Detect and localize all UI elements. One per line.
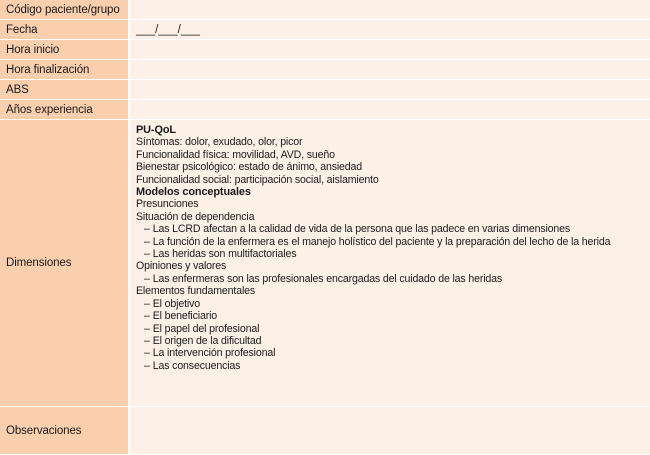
label-hora-finalizacion: Hora finalización [0,60,128,80]
row-codigo [0,0,650,20]
row-abs [0,80,650,100]
dash: – [144,347,150,360]
item-text: Las consecuencias [152,359,241,372]
dash: – [144,248,150,261]
row-anos-experiencia [0,100,650,120]
row-dimensiones [0,120,650,407]
item-text: Las enfermeras son las profesionales encargadas del cuidado de las heridas [152,272,503,285]
row-hora-inicio [0,40,650,60]
label-fecha: Fecha [0,20,128,40]
item-text: El objetivo [152,297,200,310]
dash: – [144,334,150,347]
item-text: La intervención profesional [152,347,276,360]
item-text: El origen de la dificultad [152,334,262,347]
label-anos-experiencia: Años experiencia [0,100,128,120]
item-text: El beneficiario [152,310,218,323]
value-hora-inicio[interactable] [130,40,650,60]
dash: – [144,322,150,335]
value-abs[interactable] [130,80,650,100]
value-dimensiones [130,120,650,407]
dependencia-item [136,236,650,248]
dash: – [144,223,150,236]
presunciones: Presunciones [136,198,199,211]
elementos-item [136,310,650,322]
elementos-item [136,323,650,335]
elementos-item [136,298,650,310]
opiniones-title: Opiniones y valores [136,260,227,273]
value-fecha[interactable]: ___/___/___ [130,20,650,40]
item-text: Las LCRD afectan a la calidad de vida de la persona que las padece en varias dimensiones [152,223,571,236]
label-codigo: Código paciente/grupo [0,0,128,20]
dash: – [144,359,150,372]
dash: – [144,310,150,323]
row-hora-finalizacion [0,60,650,80]
item-text: El papel del profesional [152,322,260,335]
dependencia-item [136,248,650,260]
dash: – [144,297,150,310]
pu-qol-title: PU-QoL [136,124,176,136]
models-title: Modelos conceptuales [136,186,251,199]
elementos-item [136,335,650,347]
elementos-title: Elementos fundamentales [136,285,256,298]
elementos-item [136,347,650,359]
pu-qol-item: Bienestar psicológico: estado de ánimo, ansiedad [136,161,363,174]
value-codigo[interactable] [130,0,650,20]
value-anos-experiencia[interactable] [130,100,650,120]
opiniones-item [136,273,650,285]
label-dimensiones: Dimensiones [0,120,128,407]
label-hora-inicio: Hora inicio [0,40,128,60]
item-text: La función de la enfermera es el manejo holístico del paciente y la preparación del lecho de la herida [152,235,611,248]
item-text: Las heridas son multifactoriales [152,248,297,261]
pu-qol-item: Funcionalidad física: movilidad, AVD, sueño [136,148,335,161]
pu-qol-item: Síntomas: dolor, exudado, olor, picor [136,136,303,149]
dash: – [144,272,150,285]
dash: – [144,235,150,248]
value-observaciones[interactable] [130,407,650,455]
elementos-item [136,360,650,372]
row-observaciones [0,407,650,455]
row-fecha [0,20,650,40]
label-abs: ABS [0,80,128,100]
dependencia-item [136,223,650,235]
pu-qol-item: Funcionalidad social: participación social, aislamiento [136,173,379,186]
label-observaciones: Observaciones [0,407,128,455]
dependencia-title: Situación de dependencia [136,210,255,223]
value-hora-finalizacion[interactable] [130,60,650,80]
